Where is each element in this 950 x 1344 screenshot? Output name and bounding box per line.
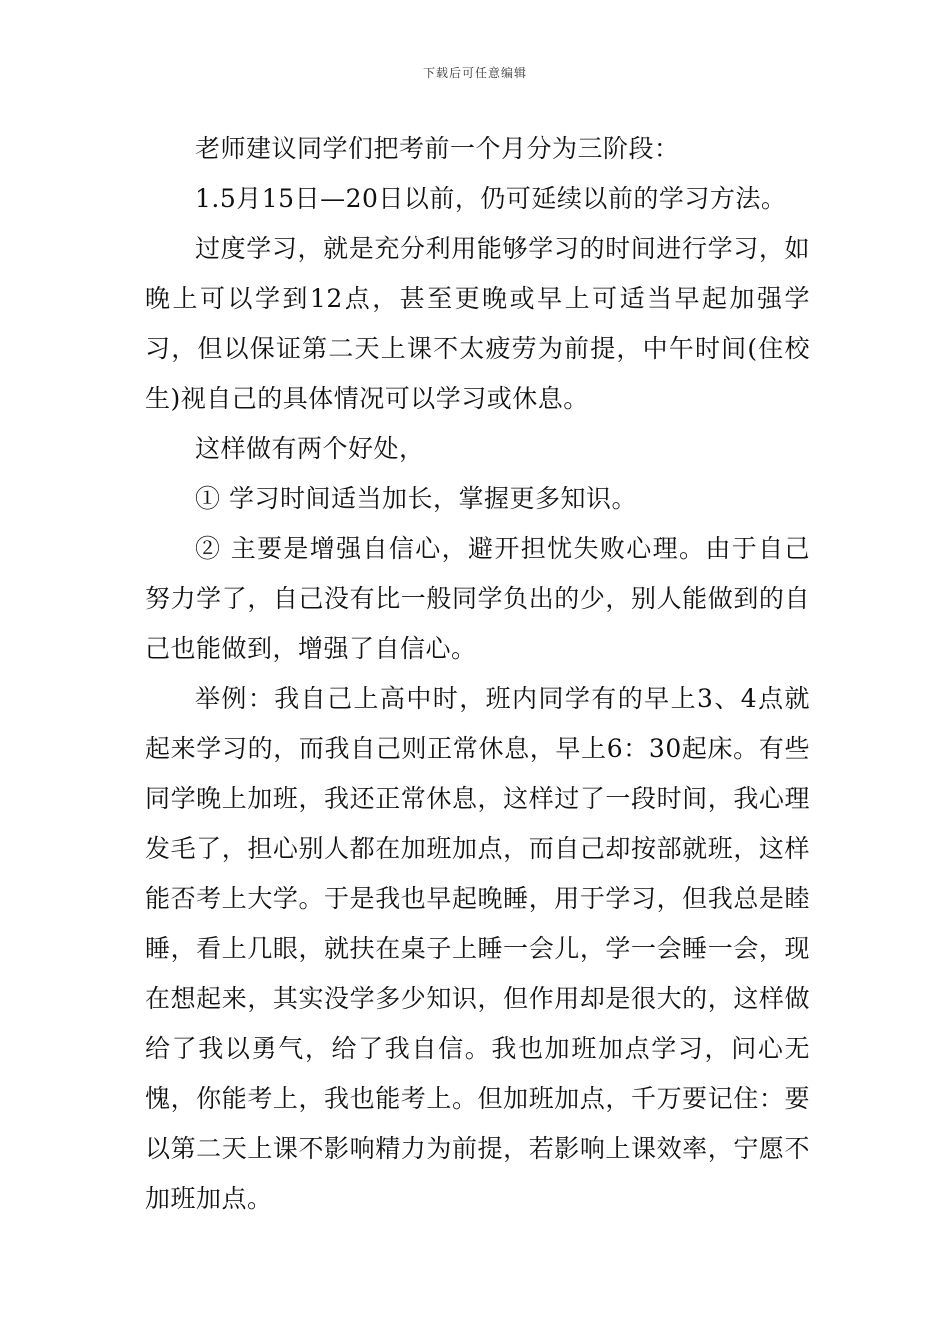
paragraph-intro: 老师建议同学们把考前一个月分为三阶段：: [195, 134, 680, 163]
paragraph-two-benefits: 这样做有两个好处，: [195, 434, 425, 463]
paragraph-benefit-two: ② 主要是增强自信心，避开担忧失败心理。由于自己努力学了，自己没有比一般同学负出的少，别人能做到的自己也能做到，增强了自信心。: [145, 534, 810, 663]
paragraph-over-learning: 过度学习，就是充分利用能够学习的时间进行学习，如晚上可以学到12点，甚至更晚或早上可适当早起加强学习，但以保证第二天上课不太疲劳为前提，中午时间(住校生)视自己的具体情况可以学习或休息。: [145, 234, 810, 413]
paragraph-benefit-one: ① 学习时间适当加长，掌握更多知识。: [195, 484, 637, 513]
document-body: [145, 124, 810, 1224]
paragraph-example: 举例：我自己上高中时，班内同学有的早上3、4点就起来学习的，而我自己则正常休息，早上6：30起床。有些同学晚上加班，我还正常休息，这样过了一段时间，我心理发毛了，担心别人都在加班加点，而自己却按部就班，这样能否考上大学。于是我也早起晚睡，用于学习，但我总是睦睡，看上几眼，就扶在桌子上睡一会儿，学一会睡一会，现在想起来，其实没学多少知识，但作用却是很大的，这样做给了我以勇气，给了我自信。我也加班加点学习，问心无愧，你能考上，我也能考上。但加班加点，千万要记住：要以第二天上课不影响精力为前提，若影响上课效率，宁愿不加班加点。: [145, 684, 810, 1213]
page-header-note: 下载后可任意编辑: [422, 66, 527, 80]
paragraph-stage-one: 1.5月15日—20日以前，仍可延续以前的学习方法。: [195, 184, 787, 213]
